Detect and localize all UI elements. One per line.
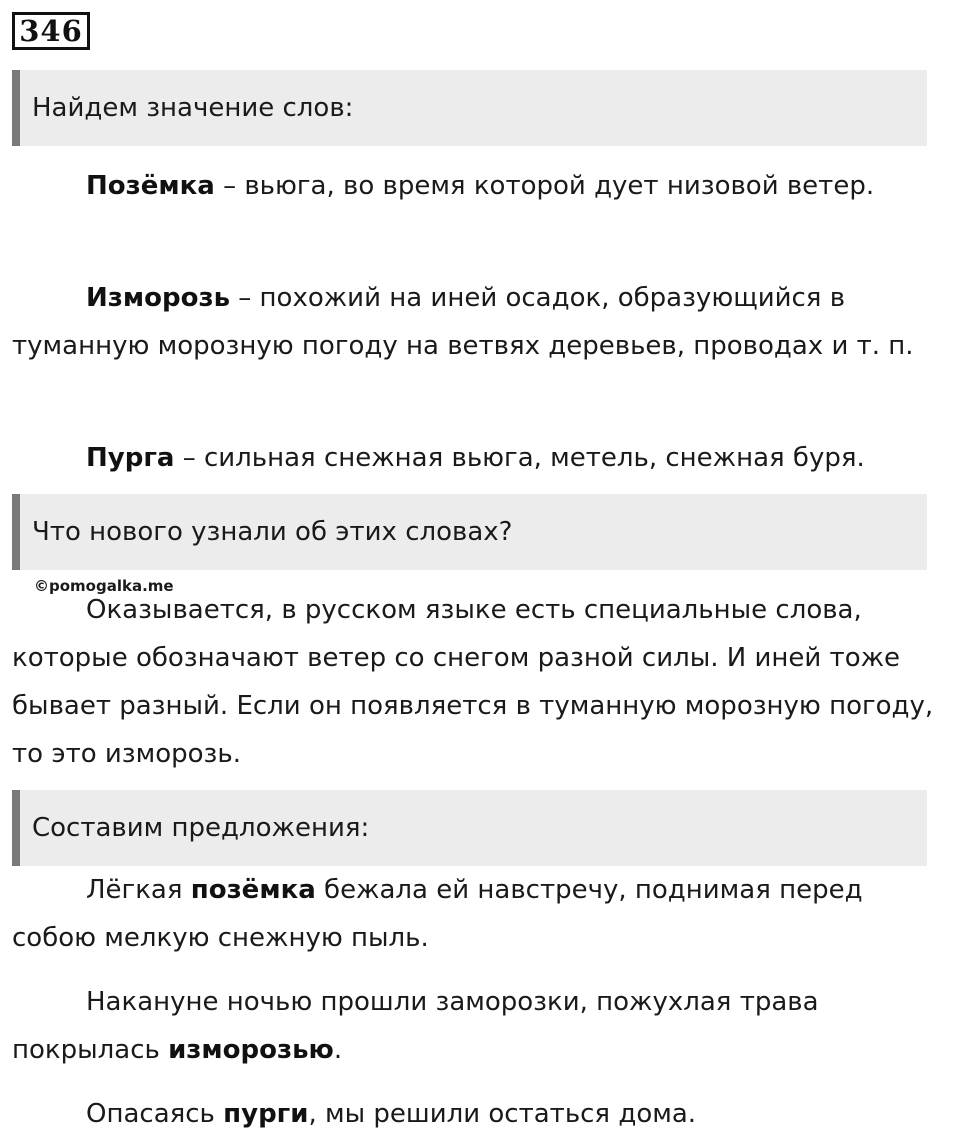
- example-sentence-1: [12, 866, 934, 962]
- definition-term: Изморозь: [86, 283, 231, 313]
- definition-text: – сильная снежная вьюга, метель, снежная буря.: [174, 443, 865, 473]
- section-header-learned: Что нового узнали об этих словах?: [12, 494, 927, 570]
- definition-pozemka: [12, 162, 934, 210]
- definition-purga: [12, 434, 934, 482]
- conclusion-paragraph: Оказывается, в русском языке есть специальные слова, которые обозначают ветер со снегом разной силы. И иней тоже бывает разный. Если он появляется в туманную морозную погоду, то это изморозь.: [12, 595, 934, 769]
- definition-text: – вьюга, во время которой дует низовой ветер.: [214, 171, 875, 201]
- task-number-box: 346: [12, 12, 90, 50]
- definition-text: – похожий на иней осадок, образующийся в туманную морозную погоду на ветвях деревьев, проводах и т. п.: [12, 283, 914, 361]
- example-sentence-3: [12, 1090, 934, 1138]
- definition-term: Пурга: [86, 443, 175, 473]
- sentence-keyword: пурги: [223, 1099, 309, 1129]
- sentence-keyword: позёмка: [190, 875, 316, 905]
- definition-term: Позёмка: [86, 171, 215, 201]
- sentence-text: Лёгкая: [86, 875, 191, 905]
- definition-izmoroz: [12, 274, 934, 370]
- sentence-text: бежала ей навстречу, поднимая перед собою мелкую снежную пыль.: [12, 875, 863, 953]
- section-header-sentences: Составим предложения:: [12, 790, 927, 866]
- watermark-text: ©pomogalka.me: [34, 577, 174, 595]
- sentence-text: , мы решили остаться дома.: [308, 1099, 697, 1129]
- sentence-keyword: изморозью: [168, 1035, 334, 1065]
- section-header-meanings: Найдем значение слов:: [12, 70, 927, 146]
- sentence-text: .: [333, 1035, 343, 1065]
- example-sentence-2: [12, 978, 934, 1074]
- sentence-text: Опасаясь: [86, 1099, 224, 1129]
- sentence-text: Накануне ночью прошли заморозки, пожухлая трава покрылась: [12, 987, 819, 1065]
